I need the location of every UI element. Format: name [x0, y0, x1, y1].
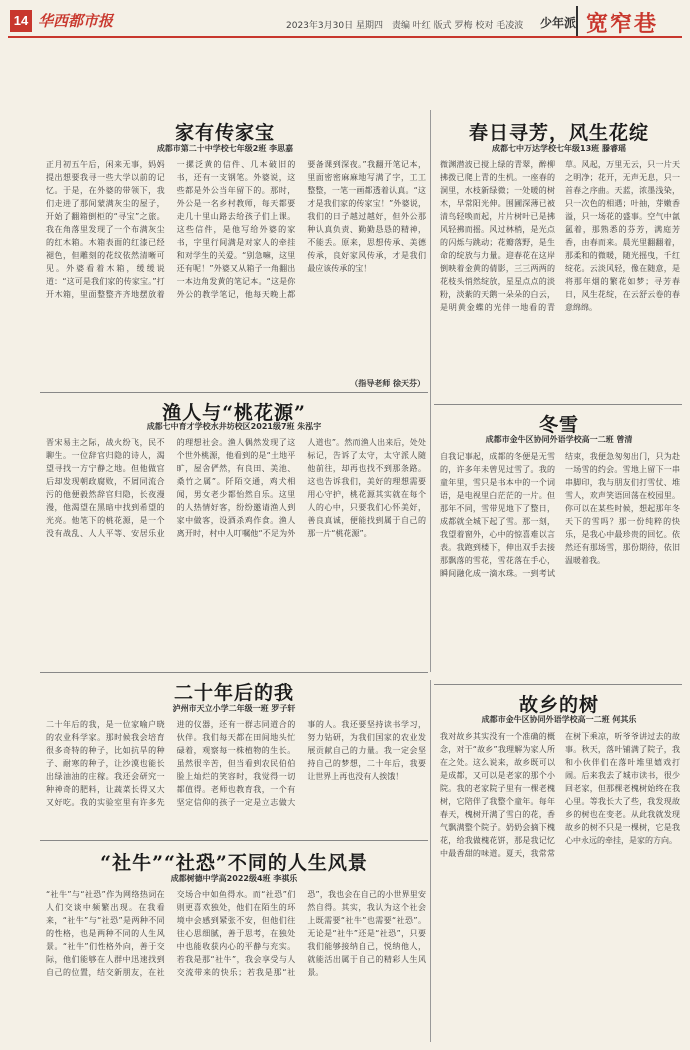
newspaper-name: 华西都市报: [38, 12, 114, 30]
article-title: “社牛”“社恐”不同的人生风景: [100, 852, 368, 874]
column-rule: [430, 110, 431, 672]
divider: [40, 672, 428, 673]
article-body: 晋宋易主之际，战火纷飞，民不聊生。一位辞官归隐的诗人，渴望寻找一方宁静之地。但他做官后却发现朝政腐败，不屑同流合污的他便毅然辞官归隐，长夜漫漫，他渴望在黑暗中找到希望的光亮。他笔下的桃花源，是一个没有战乱、人人平等、安居乐业的理想社会。渔人偶然发现了这个世外桃源，他看到的是“土地平旷，屋舍俨然，有良田、美池、桑竹之属”。阡陌交通，鸡犬相闻，男女老少都怡然自乐。这里的人热情好客，纷纷邀请渔人到家中做客，设酒杀鸡作食。渔人离开时，村中人叮嘱他“不足为外人道也”。然而渔人出来后，处处标记，告诉了太守，太守派人随他前往，却再也找不到那条路。这也告诉我们，美好的理想需要用心守护，桃花源其实就在每个人的心中，只要我们心怀美好，善良真诚，便能找到属于自己的那一片“桃花源”。: [46, 438, 426, 538]
column-divider: [576, 6, 578, 36]
article-byline: 成都市金牛区协同外语学校高一二班 何其乐: [481, 715, 637, 724]
article-title: 冬雪: [538, 414, 579, 436]
page-header: [8, 6, 682, 38]
article-title: 春日寻芳，风生花绽: [468, 122, 649, 144]
teacher-note: （指导老师 徐天芬）: [350, 379, 425, 388]
page-number: 14: [10, 10, 32, 32]
article-title: 渔人与“桃花源”: [162, 402, 306, 424]
divider: [434, 404, 682, 405]
article-body: 自我记事起，成都的冬便是无雪的，许多年未曾见过雪了。我的童年里，雪只是书本中的一个词语，是电视里白茫茫的一片。但那年不同，雪带见地下了整日，成都就全城下起了雪。那一刻，我望着窗外，心中的惊喜难以言表。我跑到楼下，伸出双手去接那飘落的雪花，雪花落在手心，瞬间融化成一滴水珠。一到考试结束，我便急匆匆出门，只为赴一场雪的约会。雪地上留下一串串脚印，我与朋友们打雪仗、堆雪人，欢声笑语回荡在校园里。你可以在某些时候，想起那年冬天下的雪吗？那一份纯粹的快乐，是我心中最珍贵的回忆。依然还有那场雪，那份期待，依旧温暖着我。: [440, 452, 680, 578]
article-body: 正月初五午后，闲来无事，妈妈提出想要我寻一些大学以前的记忆。于是，在外婆的带领下，我们走进了那间蒙满灰尘的屋子，开始了翻箱倒柜的“寻宝”之旅。我在角落里发现了一个布满灰尘的红木箱。木箱表面的红漆已经褪色，但雕刻的花纹依然清晰可见。外婆看着木箱，缓缓说道：“这可是我们家的传家宝。”打开木箱，里面整整齐齐地摆放着一摞泛黄的信件、几本破旧的书，还有一支钢笔。外婆说，这些都是外公当年留下的。那时，外公是一名乡村教师，每天都要走几十里山路去给孩子们上课。这些信件，是他写给外婆的家书，字里行间满是对家人的牵挂和对学生的关爱。“别急嘛，这里还有呢！”外婆又从箱子一角翻出一本边角发黄的笔记本。“这是你外公的教学笔记，他每天晚上都要备课到深夜。”我翻开笔记本，里面密密麻麻地写满了字，工工整整，一笔一画都透着认真。“这才是我们家的传家宝！”外婆说，我们的日子越过越好，但外公那种认真负责、勤勤恳恳的精神，不能丢。原来，思想传承、美德传承，良好家风传承，才是我们最应该传承的宝！: [46, 160, 426, 299]
article-body: 微渊潜波已搅上绿的青翠，醉柳拂拨已爬上青的生机。一座春的洞里，水枝新绿微；一处暖的树木，早常阳光伸。围圃深薄已被清鸟轻唤而起，片片树叶已是拂风轻拂而摇。风过林梢，是光点的闪烁与跳动；花瓣落野，是生命的绽放与力量。迎春花在这岸倒映着金黄的倩影，三三两两的花枝头悄然绽放，星星点点的淡粉，淡紫的天鹅一朵朵的白云，是明黄金蝶的光伴一地看的青草。风起，万里无云，只一片天之明净；花开，无声无息，只一首春之序曲。天蓝，浓墨浅染，只一次色的相遇；叶抽，芽嫩香溢，只一场花的盛事。空气中氤氲着，那熟悉的芬芳，满庭芳香，由春而来。晨光里翻翻着，那柔和的微暖，随光摇曳，千红绽花。云淡风轻，像在随意，是将那年烟的繁花如梦；寻芳春日，风生花绽，在云舒云卷的春意绵绵。: [440, 160, 680, 312]
divider: [434, 684, 682, 685]
article-byline: 成都树德中学高2022级4班 李祺乐: [170, 874, 298, 883]
column-rule: [430, 680, 431, 1042]
divider: [40, 840, 428, 841]
article-byline: 成都市金牛区协同外语学校高一二班 曾清: [485, 435, 633, 444]
article-title: 二十年后的我: [173, 682, 294, 704]
article-byline: 成都七中育才学校水井坊校区2021级7班 朱泓宇: [146, 422, 322, 431]
column-name: 宽窄巷: [586, 12, 659, 37]
article-body: 我对故乡其实没有一个准确的概念，对于“故乡”我理解为家人所在之处。这么说来，故乡既可以是成都，又可以是老家的那个小院。我的老家院子里有一棵老槐树，它陪伴了我整个童年。每年春天，槐树开满了雪白的花，香气飘满整个院子。奶奶会摘下槐花，给我做槐花饼，那是我记忆中最香甜的味道。夏天，我常常在树下乘凉，听爷爷讲过去的故事。秋天，落叶铺满了院子，我和小伙伴们在落叶堆里嬉戏打闹。后来我去了城市读书，很少回老家，但那棵老槐树始终在我心里。等我长大了些，我发现故乡的树也在变老。从此我就发现故乡的树不只是一棵树，它是我心中永远的牵挂，是家的方向。: [440, 732, 680, 858]
article-byline: 泸州市天立小学二年级一班 罗子轩: [172, 704, 296, 713]
article-body: 二十年后的我，是一位家喻户晓的农业科学家。那时候我会培育很多奇特的种子，比如抗旱的种子、耐寒的种子，让沙漠也能长出绿油油的庄稼。我还会研究一种神奇的肥料，让蔬菜长得又大又好吃。我的实验室里有许多先进的仪器，还有一群志同道合的伙伴。我们每天都在田间地头忙碌着，观察每一株植物的生长。虽然很辛苦，但当看到农民伯伯脸上灿烂的笑容时，我觉得一切都值得。老师也教育我，一个有坚定信仰的孩子一定是立志做大事的人。我还要坚持读书学习，努力钻研，为我们国家的农业发展贡献自己的力量。我一定会坚持自己的梦想，二十年后，我要让世界上再也没有人挨饿！: [46, 720, 426, 807]
section-name: 少年派: [540, 16, 577, 30]
article-title: 家有传家宝: [174, 122, 275, 144]
issue-meta: 2023年3月30日 星期四 责编 叶红 版式 罗梅 校对 毛凌波: [286, 21, 524, 31]
article-byline: 成都市第二十中学校七年级2班 李思嘉: [156, 144, 294, 153]
article-title: 故乡的树: [518, 694, 599, 716]
article-body: “社牛”与“社恐”作为网络热词在人们交谈中频繁出现。在我看来，“社牛”与“社恐”是两种不同的性格，也是两种不同的人生风景。“社牛”们性格外向，善于交际，他们能够在人群中迅速找到自己的位置，结交新朋友，在社交场合中如鱼得水。而“社恐”们则更喜欢独处，他们在陌生的环境中会感到紧张不安，但他们往往心思细腻，善于思考，在独处中也能收获内心的平静与充实。若我是那“社牛”，我会享受与人交流带来的快乐；若我是那“社恐”，我也会在自己的小世界里安然自得。其实，我认为这个社会上既需要“社牛”也需要“社恐”。无论是“社牛”还是“社恐”，只要我们能够接纳自己，悦纳他人，就能活出属于自己的精彩人生风景。: [46, 890, 426, 977]
divider: [40, 392, 428, 393]
article-byline: 成都七中万达学校七年级13班 滕睿瑶: [492, 144, 626, 153]
